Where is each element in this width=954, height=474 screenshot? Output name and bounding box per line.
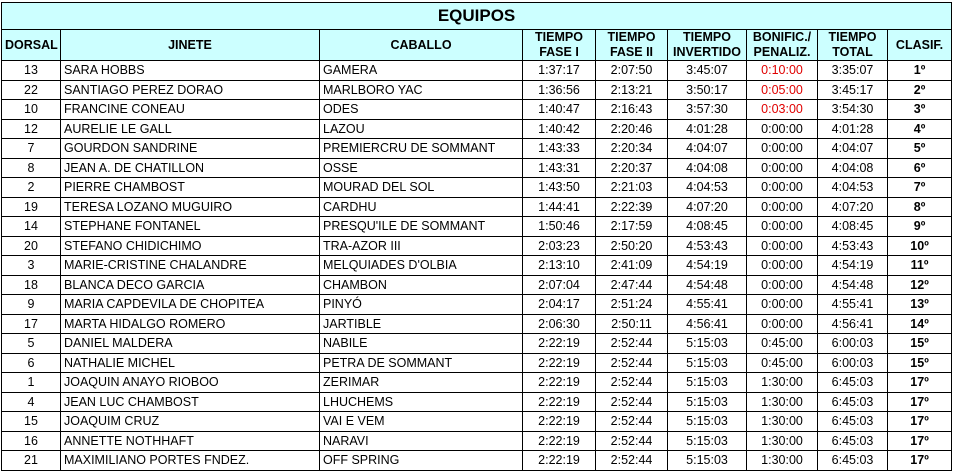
cell-clasif: 1º [888,61,952,81]
cell-fase1: 2:22:19 [523,392,596,412]
cell-invertido: 4:08:45 [668,217,747,237]
cell-clasif: 17º [888,392,952,412]
cell-invertido: 3:45:07 [668,61,747,81]
cell-caballo: MARLBORO YAC [320,80,523,100]
cell-clasif: 17º [888,373,952,393]
cell-fase1: 1:43:50 [523,178,596,198]
cell-bonif: 0:00:00 [747,256,818,276]
cell-jinete: BLANCA DECO GARCIA [61,275,320,295]
cell-clasif: 15º [888,353,952,373]
cell-jinete: ANNETTE NOTHHAFT [61,431,320,451]
cell-bonif: 1:30:00 [747,431,818,451]
col-header-bonif [747,30,818,61]
cell-total: 6:00:03 [818,353,888,373]
table-row [2,139,952,159]
cell-bonif: 0:00:00 [747,158,818,178]
cell-dorsal: 10 [2,100,61,120]
cell-invertido: 5:15:03 [668,353,747,373]
cell-clasif: 15º [888,334,952,354]
cell-dorsal: 13 [2,61,61,81]
cell-bonif: 1:30:00 [747,451,818,471]
cell-invertido: 5:15:03 [668,451,747,471]
cell-fase2: 2:47:44 [596,275,668,295]
cell-fase2: 2:13:21 [596,80,668,100]
table-row [2,431,952,451]
cell-dorsal: 7 [2,139,61,159]
cell-jinete: JOAQUIM CRUZ [61,412,320,432]
cell-caballo: ODES [320,100,523,120]
cell-invertido: 4:04:53 [668,178,747,198]
table-row [2,353,952,373]
cell-fase2: 2:52:44 [596,392,668,412]
cell-invertido: 4:53:43 [668,236,747,256]
cell-clasif: 3º [888,100,952,120]
cell-fase1: 2:22:19 [523,334,596,354]
cell-clasif: 5º [888,139,952,159]
cell-fase1: 1:40:47 [523,100,596,120]
cell-invertido: 3:57:30 [668,100,747,120]
cell-fase1: 2:06:30 [523,314,596,334]
cell-total: 4:53:43 [818,236,888,256]
table-title: EQUIPOS [2,3,952,30]
cell-caballo: PRESQU'ILE DE SOMMANT [320,217,523,237]
cell-fase1: 2:07:04 [523,275,596,295]
cell-clasif: 13º [888,295,952,315]
table-row [2,314,952,334]
cell-caballo: CARDHU [320,197,523,217]
cell-clasif: 17º [888,451,952,471]
cell-bonif: 0:45:00 [747,334,818,354]
cell-fase1: 1:40:42 [523,119,596,139]
cell-bonif: 1:30:00 [747,412,818,432]
cell-dorsal: 14 [2,217,61,237]
cell-dorsal: 8 [2,158,61,178]
cell-total: 4:07:20 [818,197,888,217]
cell-fase1: 2:13:10 [523,256,596,276]
cell-fase1: 2:22:19 [523,431,596,451]
cell-invertido: 5:15:03 [668,334,747,354]
cell-bonif: 0:00:00 [747,139,818,159]
cell-caballo: ZERIMAR [320,373,523,393]
col-header-invertido-line2: INVERTIDO [672,45,742,59]
cell-fase2: 2:50:20 [596,236,668,256]
cell-dorsal: 19 [2,197,61,217]
cell-clasif: 4º [888,119,952,139]
cell-bonif: 0:03:00 [747,100,818,120]
cell-dorsal: 12 [2,119,61,139]
cell-fase2: 2:22:39 [596,197,668,217]
cell-fase2: 2:52:44 [596,451,668,471]
cell-bonif: 1:30:00 [747,373,818,393]
cell-total: 3:45:17 [818,80,888,100]
cell-fase2: 2:52:44 [596,353,668,373]
cell-total: 4:04:07 [818,139,888,159]
header-row [2,30,952,61]
cell-total: 6:45:03 [818,392,888,412]
table-row [2,100,952,120]
table-row [2,412,952,432]
cell-clasif: 8º [888,197,952,217]
col-header-jinete: JINETE [61,30,320,61]
cell-jinete: GOURDON SANDRINE [61,139,320,159]
cell-jinete: NATHALIE MICHEL [61,353,320,373]
cell-jinete: STEPHANE FONTANEL [61,217,320,237]
cell-total: 4:01:28 [818,119,888,139]
cell-fase2: 2:21:03 [596,178,668,198]
cell-fase1: 2:22:19 [523,451,596,471]
cell-jinete: JEAN A. DE CHATILLON [61,158,320,178]
cell-caballo: CHAMBON [320,275,523,295]
cell-total: 4:04:53 [818,178,888,198]
cell-invertido: 4:04:08 [668,158,747,178]
cell-jinete: TERESA LOZANO MUGUIRO [61,197,320,217]
cell-fase2: 2:50:11 [596,314,668,334]
cell-fase1: 2:22:19 [523,353,596,373]
cell-invertido: 5:15:03 [668,431,747,451]
cell-bonif: 0:10:00 [747,61,818,81]
cell-fase2: 2:17:59 [596,217,668,237]
cell-fase2: 2:52:44 [596,373,668,393]
cell-dorsal: 9 [2,295,61,315]
cell-caballo: GAMERA [320,61,523,81]
cell-bonif: 0:00:00 [747,119,818,139]
cell-invertido: 4:55:41 [668,295,747,315]
cell-bonif: 0:00:00 [747,178,818,198]
cell-clasif: 17º [888,412,952,432]
cell-caballo: PREMIERCRU DE SOMMANT [320,139,523,159]
col-header-fase2-line2: FASE II [609,45,654,59]
cell-fase2: 2:20:34 [596,139,668,159]
cell-invertido: 4:07:20 [668,197,747,217]
cell-total: 6:45:03 [818,412,888,432]
cell-dorsal: 4 [2,392,61,412]
cell-clasif: 10º [888,236,952,256]
cell-fase1: 1:37:17 [523,61,596,81]
cell-total: 4:55:41 [818,295,888,315]
cell-caballo: PINYÓ [320,295,523,315]
cell-fase2: 2:16:43 [596,100,668,120]
cell-bonif: 0:05:00 [747,80,818,100]
cell-total: 4:56:41 [818,314,888,334]
cell-jinete: DANIEL MALDERA [61,334,320,354]
cell-dorsal: 17 [2,314,61,334]
table-row [2,373,952,393]
table-row [2,295,952,315]
cell-fase2: 2:07:50 [596,61,668,81]
cell-fase1: 1:50:46 [523,217,596,237]
cell-invertido: 5:15:03 [668,392,747,412]
cell-dorsal: 22 [2,80,61,100]
cell-total: 4:54:48 [818,275,888,295]
cell-jinete: STEFANO CHIDICHIMO [61,236,320,256]
cell-jinete: MARIE-CRISTINE CHALANDRE [61,256,320,276]
cell-dorsal: 2 [2,178,61,198]
col-header-invertido-line1: TIEMPO [683,30,731,44]
cell-dorsal: 1 [2,373,61,393]
table-row [2,178,952,198]
cell-caballo: MOURAD DEL SOL [320,178,523,198]
table-row [2,256,952,276]
cell-total: 3:35:07 [818,61,888,81]
cell-caballo: TRA-AZOR III [320,236,523,256]
results-table [1,2,952,471]
cell-fase1: 2:04:17 [523,295,596,315]
cell-clasif: 12º [888,275,952,295]
cell-fase2: 2:41:09 [596,256,668,276]
cell-dorsal: 15 [2,412,61,432]
col-header-clasif: CLASIF. [888,30,952,61]
cell-caballo: VAI E VEM [320,412,523,432]
cell-caballo: JARTIBLE [320,314,523,334]
table-row [2,236,952,256]
cell-dorsal: 6 [2,353,61,373]
cell-caballo: PETRA DE SOMMANT [320,353,523,373]
cell-jinete: JOAQUIN ANAYO RIOBOO [61,373,320,393]
table-row [2,392,952,412]
results-sheet [1,2,952,471]
cell-clasif: 11º [888,256,952,276]
cell-clasif: 14º [888,314,952,334]
cell-jinete: FRANCINE CONEAU [61,100,320,120]
cell-total: 6:45:03 [818,431,888,451]
col-header-bonif-line2: PENALIZ. [753,45,811,59]
cell-dorsal: 16 [2,431,61,451]
cell-total: 4:08:45 [818,217,888,237]
cell-bonif: 1:30:00 [747,392,818,412]
col-header-fase1 [523,30,596,61]
cell-dorsal: 5 [2,334,61,354]
table-row [2,80,952,100]
cell-fase2: 2:51:24 [596,295,668,315]
cell-caballo: LAZOU [320,119,523,139]
cell-caballo: LHUCHEMS [320,392,523,412]
col-header-fase1-line2: FASE I [539,45,579,59]
cell-clasif: 17º [888,431,952,451]
cell-total: 4:04:08 [818,158,888,178]
col-header-total-line2: TOTAL [832,45,873,59]
cell-bonif: 0:00:00 [747,197,818,217]
table-row [2,334,952,354]
col-header-fase2 [596,30,668,61]
cell-invertido: 5:15:03 [668,412,747,432]
cell-jinete: MAXIMILIANO PORTES FNDEZ. [61,451,320,471]
col-header-total-line1: TIEMPO [828,30,877,44]
cell-caballo: MELQUIADES D'OLBIA [320,256,523,276]
cell-fase1: 1:44:41 [523,197,596,217]
cell-bonif: 0:00:00 [747,314,818,334]
cell-invertido: 4:01:28 [668,119,747,139]
cell-caballo: NARAVI [320,431,523,451]
cell-fase2: 2:52:44 [596,412,668,432]
cell-jinete: SARA HOBBS [61,61,320,81]
table-row [2,197,952,217]
cell-invertido: 4:56:41 [668,314,747,334]
cell-jinete: MARIA CAPDEVILA DE CHOPITEA [61,295,320,315]
cell-dorsal: 20 [2,236,61,256]
col-header-fase1-line1: TIEMPO [535,30,583,44]
col-header-total [818,30,888,61]
cell-clasif: 2º [888,80,952,100]
col-header-bonif-line1: BONIFIC./ [752,30,812,44]
cell-total: 4:54:19 [818,256,888,276]
cell-jinete: AURELIE LE GALL [61,119,320,139]
cell-caballo: OSSE [320,158,523,178]
cell-jinete: JEAN LUC CHAMBOST [61,392,320,412]
cell-bonif: 0:00:00 [747,275,818,295]
cell-fase1: 2:03:23 [523,236,596,256]
col-header-invertido [668,30,747,61]
table-row [2,275,952,295]
cell-jinete: PIERRE CHAMBOST [61,178,320,198]
cell-fase2: 2:52:44 [596,334,668,354]
cell-dorsal: 21 [2,451,61,471]
cell-caballo: NABILE [320,334,523,354]
cell-invertido: 5:15:03 [668,373,747,393]
cell-invertido: 4:04:07 [668,139,747,159]
cell-invertido: 4:54:48 [668,275,747,295]
cell-fase2: 2:52:44 [596,431,668,451]
cell-bonif: 0:00:00 [747,217,818,237]
table-row [2,61,952,81]
cell-bonif: 0:45:00 [747,353,818,373]
table-row [2,451,952,471]
cell-total: 6:45:03 [818,373,888,393]
results-body [2,61,952,471]
cell-invertido: 3:50:17 [668,80,747,100]
table-row [2,119,952,139]
table-row [2,158,952,178]
cell-clasif: 9º [888,217,952,237]
cell-caballo: OFF SPRING [320,451,523,471]
cell-invertido: 4:54:19 [668,256,747,276]
cell-fase1: 2:22:19 [523,373,596,393]
table-row [2,217,952,237]
cell-fase2: 2:20:37 [596,158,668,178]
cell-total: 6:00:03 [818,334,888,354]
cell-clasif: 7º [888,178,952,198]
cell-dorsal: 18 [2,275,61,295]
col-header-fase2-line1: TIEMPO [607,30,656,44]
cell-total: 6:45:03 [818,451,888,471]
col-header-caballo: CABALLO [320,30,523,61]
cell-fase1: 1:43:33 [523,139,596,159]
cell-fase1: 1:43:31 [523,158,596,178]
col-header-dorsal: DORSAL [2,30,61,61]
cell-dorsal: 3 [2,256,61,276]
cell-fase1: 2:22:19 [523,412,596,432]
cell-total: 3:54:30 [818,100,888,120]
cell-bonif: 0:00:00 [747,236,818,256]
cell-fase2: 2:20:46 [596,119,668,139]
cell-jinete: MARTA HIDALGO ROMERO [61,314,320,334]
cell-bonif: 0:00:00 [747,295,818,315]
cell-fase1: 1:36:56 [523,80,596,100]
cell-jinete: SANTIAGO PEREZ DORAO [61,80,320,100]
cell-clasif: 6º [888,158,952,178]
